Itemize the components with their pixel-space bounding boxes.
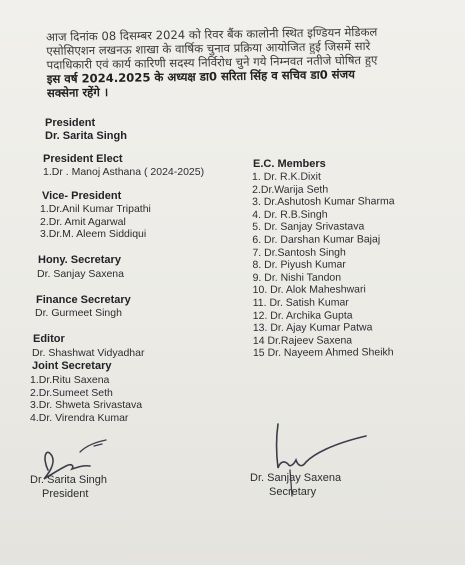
joint-secretary-heading: Joint Secretary — [32, 360, 112, 372]
list-item: 4. Dr. R.B.Singh — [252, 208, 328, 221]
president-name: Dr. Sarita Singh — [45, 130, 127, 142]
list-item: 2.Dr.Sumeet Seth — [30, 386, 113, 399]
intro-line: सक्सेना रहेंगे । — [46, 85, 109, 100]
list-item: 2.Dr.Warija Seth — [252, 183, 329, 196]
list-item: 10. Dr. Alok Maheshwari — [252, 283, 366, 297]
list-item: 5. Dr. Sanjay Srivastava — [252, 220, 365, 234]
secretary-signature-block — [250, 471, 341, 499]
ec-members-list — [252, 170, 395, 360]
list-item: 3. Dr.Ashutosh Kumar Sharma — [252, 195, 395, 209]
list-item: 11. Dr. Satish Kumar — [252, 296, 349, 309]
vice-president-list — [40, 203, 151, 241]
intro-line: आज दिनांक 08 दिसम्बर 2024 को रिवर बैंक कालोनी स्थित इण्डियन मेडिकल — [46, 24, 378, 44]
list-item: 3.Dr. Shweta Srivastava — [30, 399, 143, 412]
list-item: 4.Dr. Virendra Kumar — [30, 411, 129, 424]
list-item: 13. Dr. Ajay Kumar Patwa — [252, 321, 373, 335]
vice-president-heading: Vice- President — [42, 190, 122, 202]
intro-line: पदाधिकारी एवं कार्य कारिणी सदस्य निर्विरोध चुने गये निम्नवत नतीजे घोषित हुए — [46, 52, 378, 72]
list-item: 3.Dr.M. Aleem Siddiqui — [40, 228, 147, 241]
president-signature-block — [30, 473, 107, 501]
finance-secretary-heading: Finance Secretary — [36, 294, 131, 306]
signatory-name: Dr. Sarita Singh — [30, 474, 108, 486]
list-item: 12. Dr. Archika Gupta — [252, 309, 353, 322]
list-item: 1. Dr. R.K.Dixit — [252, 170, 321, 183]
ec-members-heading: E.C. Members — [253, 158, 326, 170]
president-heading: President — [45, 117, 96, 129]
president-elect-heading: President Elect — [43, 153, 123, 165]
list-item: 1.Dr.Anil Kumar Tripathi — [40, 203, 151, 215]
list-item: 2.Dr. Amit Agarwal — [40, 215, 126, 228]
list-item: 14 Dr.Rajeev Saxena — [252, 334, 353, 347]
list-item: 9. Dr. Nishi Tandon — [252, 271, 342, 284]
hony-secretary-heading: Hony. Secretary — [38, 254, 121, 266]
list-item: 7. Dr.Santosh Singh — [252, 246, 346, 259]
intro-line: एसोसिएशन लखनऊ शाखा के वार्षिक चुनाव प्रक्रिया आयोजित हुई जिसमें सारे — [46, 38, 371, 58]
list-item: 15 Dr. Nayeem Ahmed Sheikh — [252, 346, 394, 360]
signatory-title: President — [42, 488, 89, 500]
signatory-name: Dr. Sanjay Saxena — [250, 472, 342, 484]
finance-secretary-name: Dr. Gurmeet Singh — [35, 307, 122, 319]
president-elect-name: 1.Dr . Manoj Asthana ( 2024-2025) — [43, 166, 205, 178]
list-item: 6. Dr. Darshan Kumar Bajaj — [252, 233, 381, 246]
hindi-intro-paragraph — [46, 24, 442, 100]
editor-heading: Editor — [33, 333, 65, 345]
intro-line: इस वर्ष 2024.2025 के अध्यक्ष डा0 सरिता सिंह व सचिव डा0 संजय — [46, 67, 356, 86]
list-item: 8. Dr. Piyush Kumar — [252, 258, 346, 272]
joint-secretary-list — [30, 374, 142, 424]
hony-secretary-name: Dr. Sanjay Saxena — [37, 268, 124, 280]
list-item: 1.Dr.Ritu Saxena — [30, 374, 110, 386]
signatory-title: Secretary — [269, 486, 317, 498]
editor-name: Dr. Shashwat Vidyadhar — [32, 347, 145, 359]
